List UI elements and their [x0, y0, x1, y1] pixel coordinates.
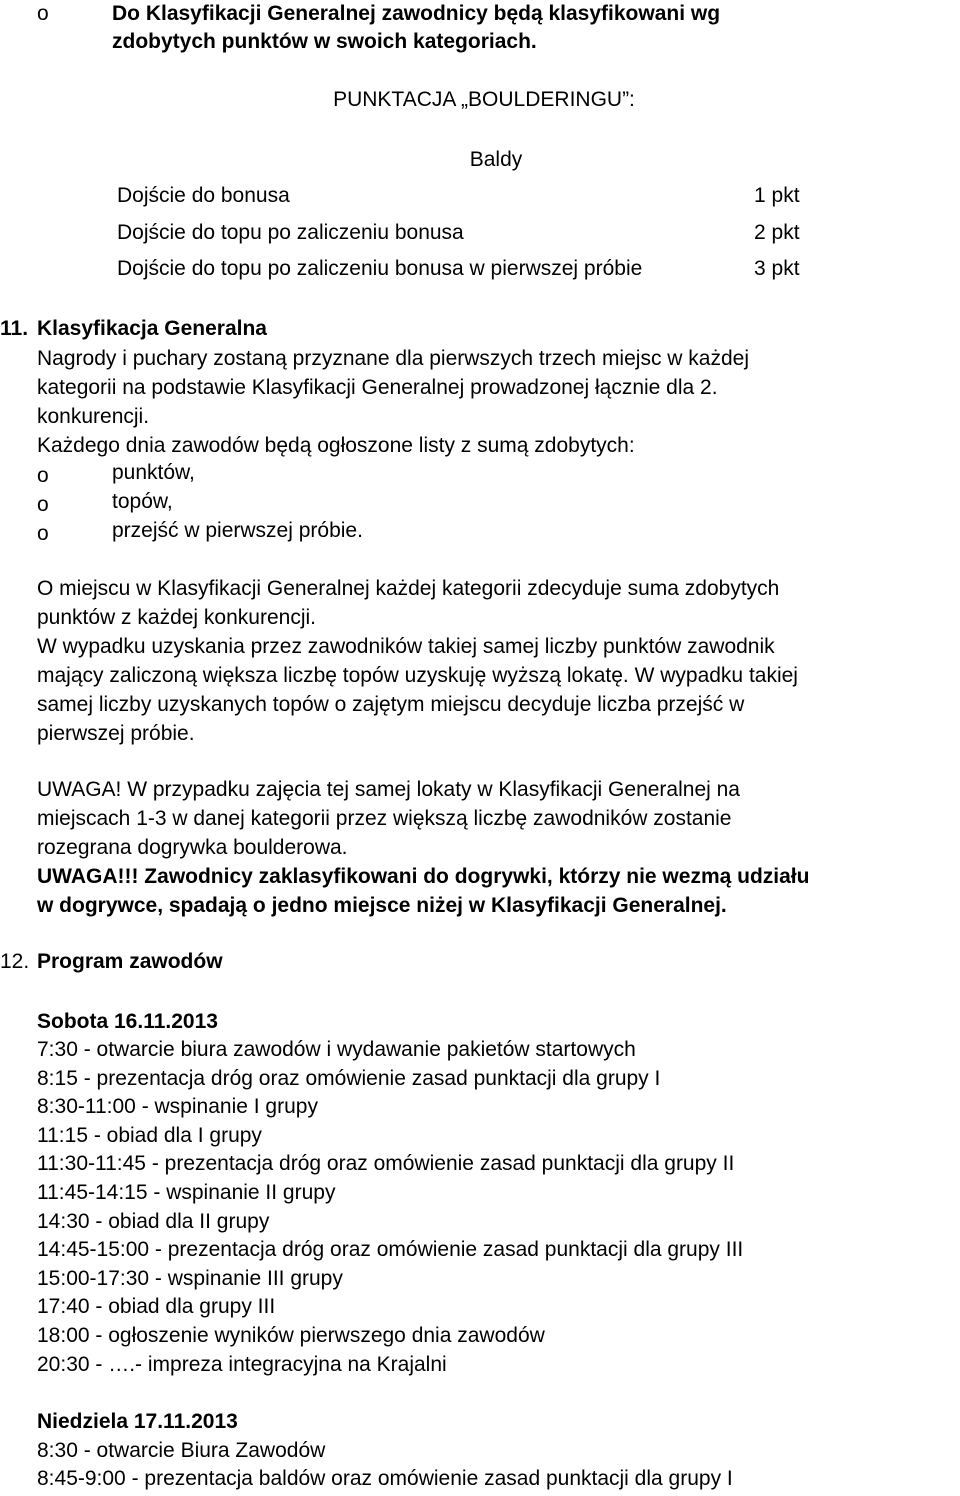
- section-11-number: 11.: [0, 317, 29, 340]
- list-bullet: o: [37, 2, 49, 25]
- section-12-number: 12.: [0, 950, 30, 973]
- schedule-item: 7:30 - otwarcie biura zawodów i wydawanie pakietów startowych: [37, 1038, 636, 1061]
- schedule-item: 8:30 - otwarcie Biura Zawodów: [37, 1439, 326, 1462]
- paragraph-line: konkurencji.: [37, 405, 150, 428]
- schedule-item: 18:00 - ogłoszenie wyników pierwszego dnia zawodów: [37, 1324, 545, 1347]
- schedule-item: 8:15 - prezentacja dróg oraz omówienie zasad punktacji dla grupy I: [37, 1067, 661, 1090]
- section-12-title: Program zawodów: [37, 950, 223, 973]
- bouldering-subheading: Baldy: [469, 148, 523, 171]
- paragraph-line: kategorii na podstawie Klasyfikacji Generalnej prowadzonej łącznie dla 2.: [37, 376, 718, 399]
- schedule-item: 11:45-14:15 - wspinanie II grupy: [37, 1181, 336, 1204]
- list-bullet: o: [37, 493, 49, 516]
- list-item: punktów,: [112, 461, 195, 484]
- schedule-item: 11:30-11:45 - prezentacja dróg oraz omówienie zasad punktacji dla grupy II: [37, 1152, 735, 1175]
- paragraph-line: W wypadku uzyskania przez zawodników takiej samej liczby punktów zawodnik: [37, 635, 775, 658]
- sunday-heading: Niedziela 17.11.2013: [37, 1410, 238, 1433]
- schedule-item: 8:30-11:00 - wspinanie I grupy: [37, 1095, 318, 1118]
- schedule-item: 14:30 - obiad dla II grupy: [37, 1210, 270, 1233]
- warning-line: w dogrywce, spadają o jedno miejsce niżej w Klasyfikacji Generalnej.: [37, 894, 727, 917]
- scoring-row-label: Dojście do bonusa: [117, 184, 290, 207]
- paragraph-line: punktów z każdej konkurencji.: [37, 606, 316, 629]
- schedule-item: 11:15 - obiad dla I grupy: [37, 1124, 262, 1147]
- list-item: topów,: [112, 490, 173, 513]
- bouldering-heading: PUNKTACJA „BOULDERINGU”:: [333, 88, 635, 111]
- scoring-row-points: 1 pkt: [754, 184, 800, 207]
- warning-line: UWAGA!!! Zawodnicy zaklasyfikowani do dogrywki, którzy nie wezmą udziału: [37, 865, 810, 888]
- list-bullet: o: [37, 464, 49, 487]
- saturday-heading: Sobota 16.11.2013: [37, 1010, 218, 1033]
- scoring-row-label: Dojście do topu po zaliczeniu bonusa w pierwszej próbie: [117, 257, 643, 280]
- paragraph-line: O miejscu w Klasyfikacji Generalnej każdej kategorii zdecyduje suma zdobytych: [37, 577, 780, 600]
- schedule-item: 17:40 - obiad dla grupy III: [37, 1295, 276, 1318]
- intro-line-2: zdobytych punktów w swoich kategoriach.: [112, 30, 537, 53]
- schedule-item: 20:30 - ….- impreza integracyjna na Krajalni: [37, 1353, 447, 1376]
- scoring-row-points: 3 pkt: [754, 257, 800, 280]
- paragraph-line: UWAGA! W przypadku zajęcia tej samej lokaty w Klasyfikacji Generalnej na: [37, 778, 740, 801]
- scoring-row-label: Dojście do topu po zaliczeniu bonusa: [117, 221, 464, 244]
- scoring-row-points: 2 pkt: [754, 221, 800, 244]
- schedule-item: 8:45-9:00 - prezentacja baldów oraz omówienie zasad punktacji dla grupy I: [37, 1467, 733, 1490]
- paragraph-line: Nagrody i puchary zostaną przyznane dla pierwszych trzech miejsc w każdej: [37, 347, 749, 370]
- schedule-item: 14:45-15:00 - prezentacja dróg oraz omówienie zasad punktacji dla grupy III: [37, 1238, 744, 1261]
- section-11-title: Klasyfikacja Generalna: [37, 317, 267, 340]
- paragraph-line: rozegrana dogrywka boulderowa.: [37, 836, 348, 859]
- intro-line-1: Do Klasyfikacji Generalnej zawodnicy będą klasyfikowani wg: [112, 2, 721, 25]
- paragraph-line: samej liczby uzyskanych topów o zajętym miejscu decyduje liczba przejść w: [37, 693, 745, 716]
- paragraph-line: mający zaliczoną większa liczbę topów uzyskuję wyższą lokatę. W wypadku takiej: [37, 664, 798, 687]
- paragraph-line: pierwszej próbie.: [37, 722, 195, 745]
- lists-intro: Każdego dnia zawodów będą ogłoszone listy z sumą zdobytych:: [37, 434, 635, 457]
- paragraph-line: miejscach 1-3 w danej kategorii przez większą liczbę zawodników zostanie: [37, 807, 732, 830]
- list-item: przejść w pierwszej próbie.: [112, 519, 363, 542]
- schedule-item: 15:00-17:30 - wspinanie III grupy: [37, 1267, 343, 1290]
- list-bullet: o: [37, 522, 49, 545]
